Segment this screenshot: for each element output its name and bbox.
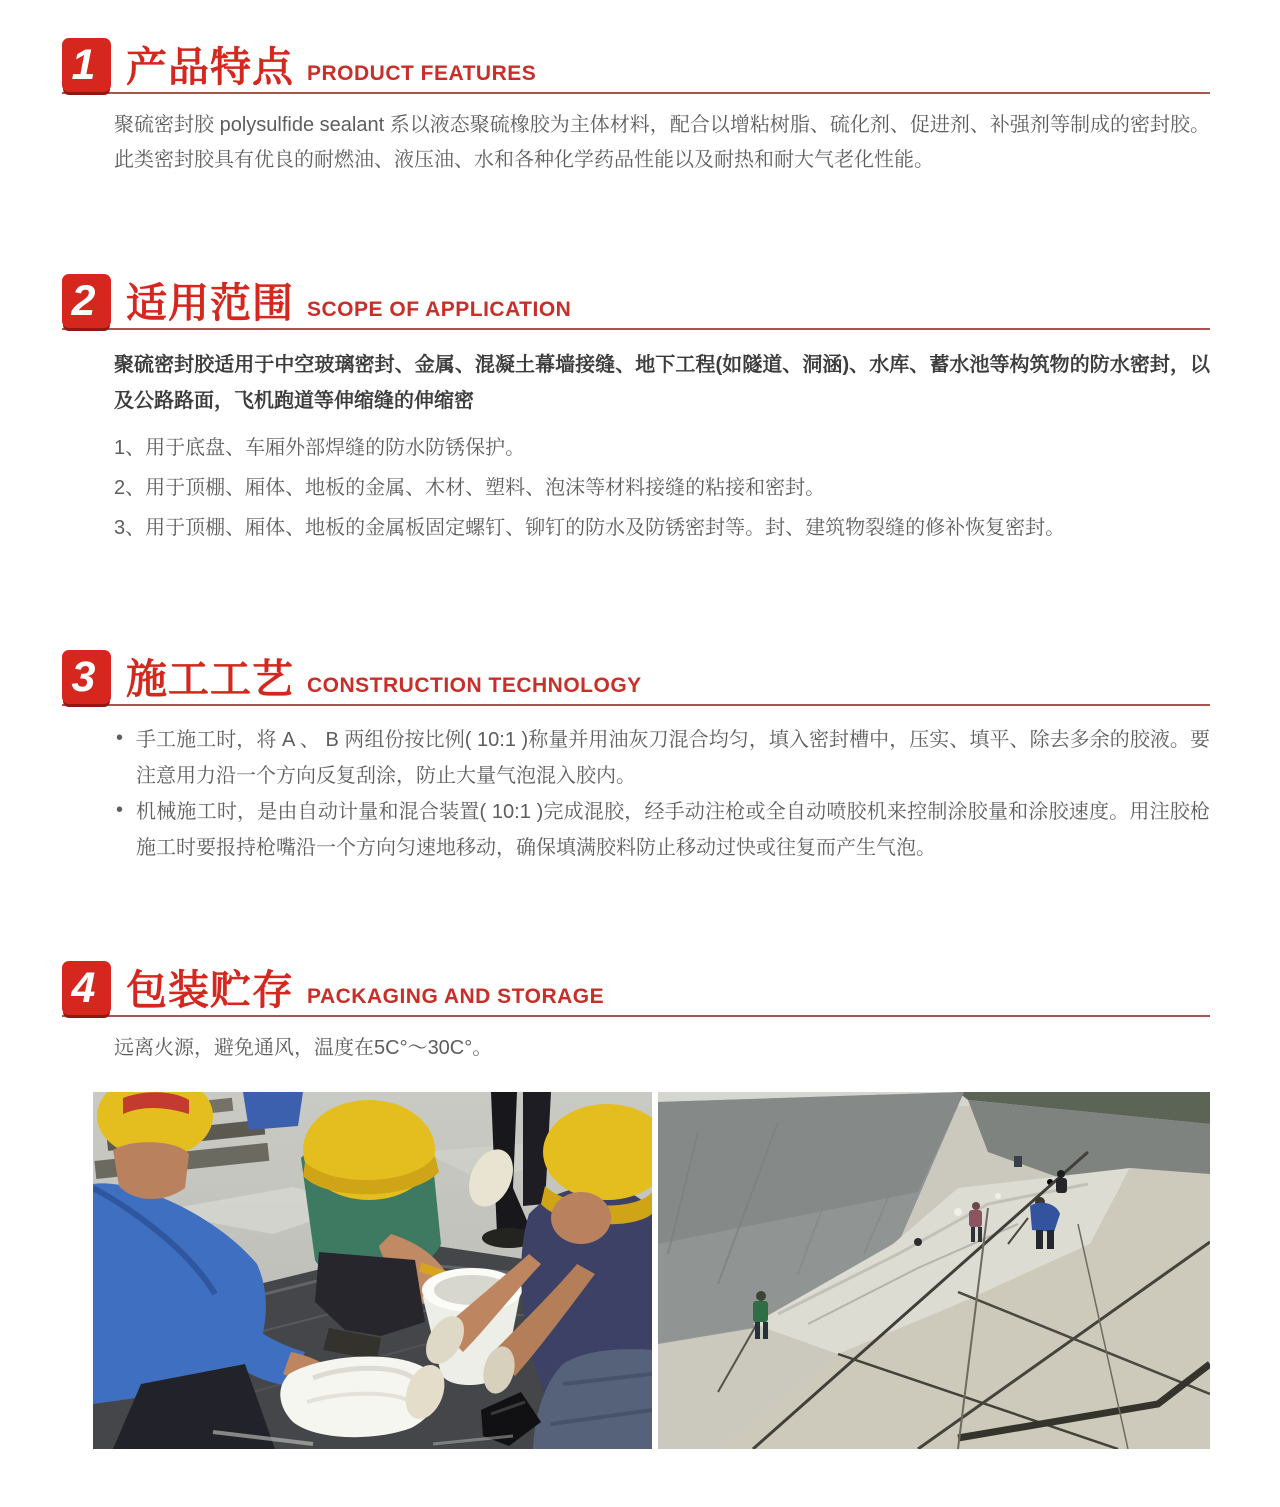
- section-header: [62, 650, 1210, 706]
- bullet-text: 手工施工时，将 A 、 B 两组份按比例( 10:1 )称量并用油灰刀混合均匀，填入密封槽中，压实、填平、除去多余的胶液。要注意用力沿一个方向反复刮涂，防止大量气泡混入胶内。: [136, 729, 1210, 787]
- bullet-dot-icon: •: [116, 799, 124, 821]
- sealant-work-illustration: [93, 1092, 652, 1449]
- section-title-zh: 包装贮存: [126, 967, 294, 1013]
- section-scope-of-application: [62, 274, 1210, 544]
- workers-applying-sealant-photo: [93, 1092, 652, 1449]
- section-title-en: SCOPE OF APPLICATION: [307, 298, 572, 321]
- section-number: 4: [71, 963, 96, 1012]
- section-title-en: PRODUCT FEATURES: [307, 62, 537, 85]
- section-product-features: [62, 38, 1210, 178]
- section-title-zh: 产品特点: [126, 44, 294, 90]
- photo-row: [93, 1092, 1210, 1449]
- section-title-en: PACKAGING AND STORAGE: [307, 985, 605, 1008]
- section-construction-technology: [62, 650, 1210, 866]
- concrete-slope-joints-photo: [658, 1092, 1210, 1449]
- list-item: 2、用于顶棚、厢体、地板的金属、木材、塑料、泡沫等材料接缝的粘接和密封。: [114, 477, 826, 499]
- section-number: 2: [71, 276, 96, 325]
- application-list: [114, 432, 1210, 544]
- construction-bullet-list: [114, 722, 1210, 866]
- bullet-text: 机械施工时，是由自动计量和混合装置( 10:1 )完成混胶，经手动注枪或全自动喷胶机来控制涂胶量和涂胶速度。用注胶枪施工时要报持枪嘴沿一个方向匀速地移动，确保填满胶料防止移动过快或往复而产生气泡。: [136, 801, 1210, 859]
- section-header: [62, 961, 1210, 1017]
- section-header: [62, 38, 1210, 94]
- bullet-dot-icon: •: [116, 727, 124, 749]
- section-number-badge: [62, 650, 111, 704]
- scope-lead-paragraph: 聚硫密封胶适用于中空玻璃密封、金属、混凝土幕墙接缝、地下工程(如隧道、洞涵)、水库、蓄水池等构筑物的防水密封，以及公路路面，飞机跑道等伸缩缝的伸缩密: [114, 354, 1210, 412]
- bullet-item: [114, 794, 1210, 866]
- list-item: 1、用于底盘、车厢外部焊缝的防水防锈保护。: [114, 437, 526, 459]
- section-number: 1: [71, 40, 96, 89]
- bullet-item: [114, 722, 1210, 794]
- list-item: 3、用于顶棚、厢体、地板的金属板固定螺钉、铆钉的防水及防锈密封等。封、建筑物裂缝的修补恢复密封。: [114, 517, 1066, 539]
- section-number-badge: [62, 274, 111, 328]
- section-title-en: CONSTRUCTION TECHNOLOGY: [307, 674, 642, 697]
- section-number: 3: [71, 652, 96, 701]
- section-number-badge: [62, 38, 111, 92]
- section-body-paragraph: 聚硫密封胶 polysulfide sealant 系以液态聚硫橡胶为主体材料，配合以增粘树脂、硫化剂、促进剂、补强剂等制成的密封胶。此类密封胶具有优良的耐燃油、液压油、水和各种化学药品性能以及耐热和耐大气老化性能。: [114, 114, 1210, 171]
- section-packaging-and-storage: [62, 961, 1210, 1066]
- section-title-zh: 适用范围: [126, 280, 294, 326]
- section-header: [62, 274, 1210, 330]
- section-number-badge: [62, 961, 111, 1015]
- dam-slope-illustration: [658, 1092, 1210, 1449]
- section-title-zh: 施工工艺: [126, 656, 294, 702]
- storage-paragraph: 远离火源，避免通风，温度在5C°～30C°。: [114, 1037, 493, 1059]
